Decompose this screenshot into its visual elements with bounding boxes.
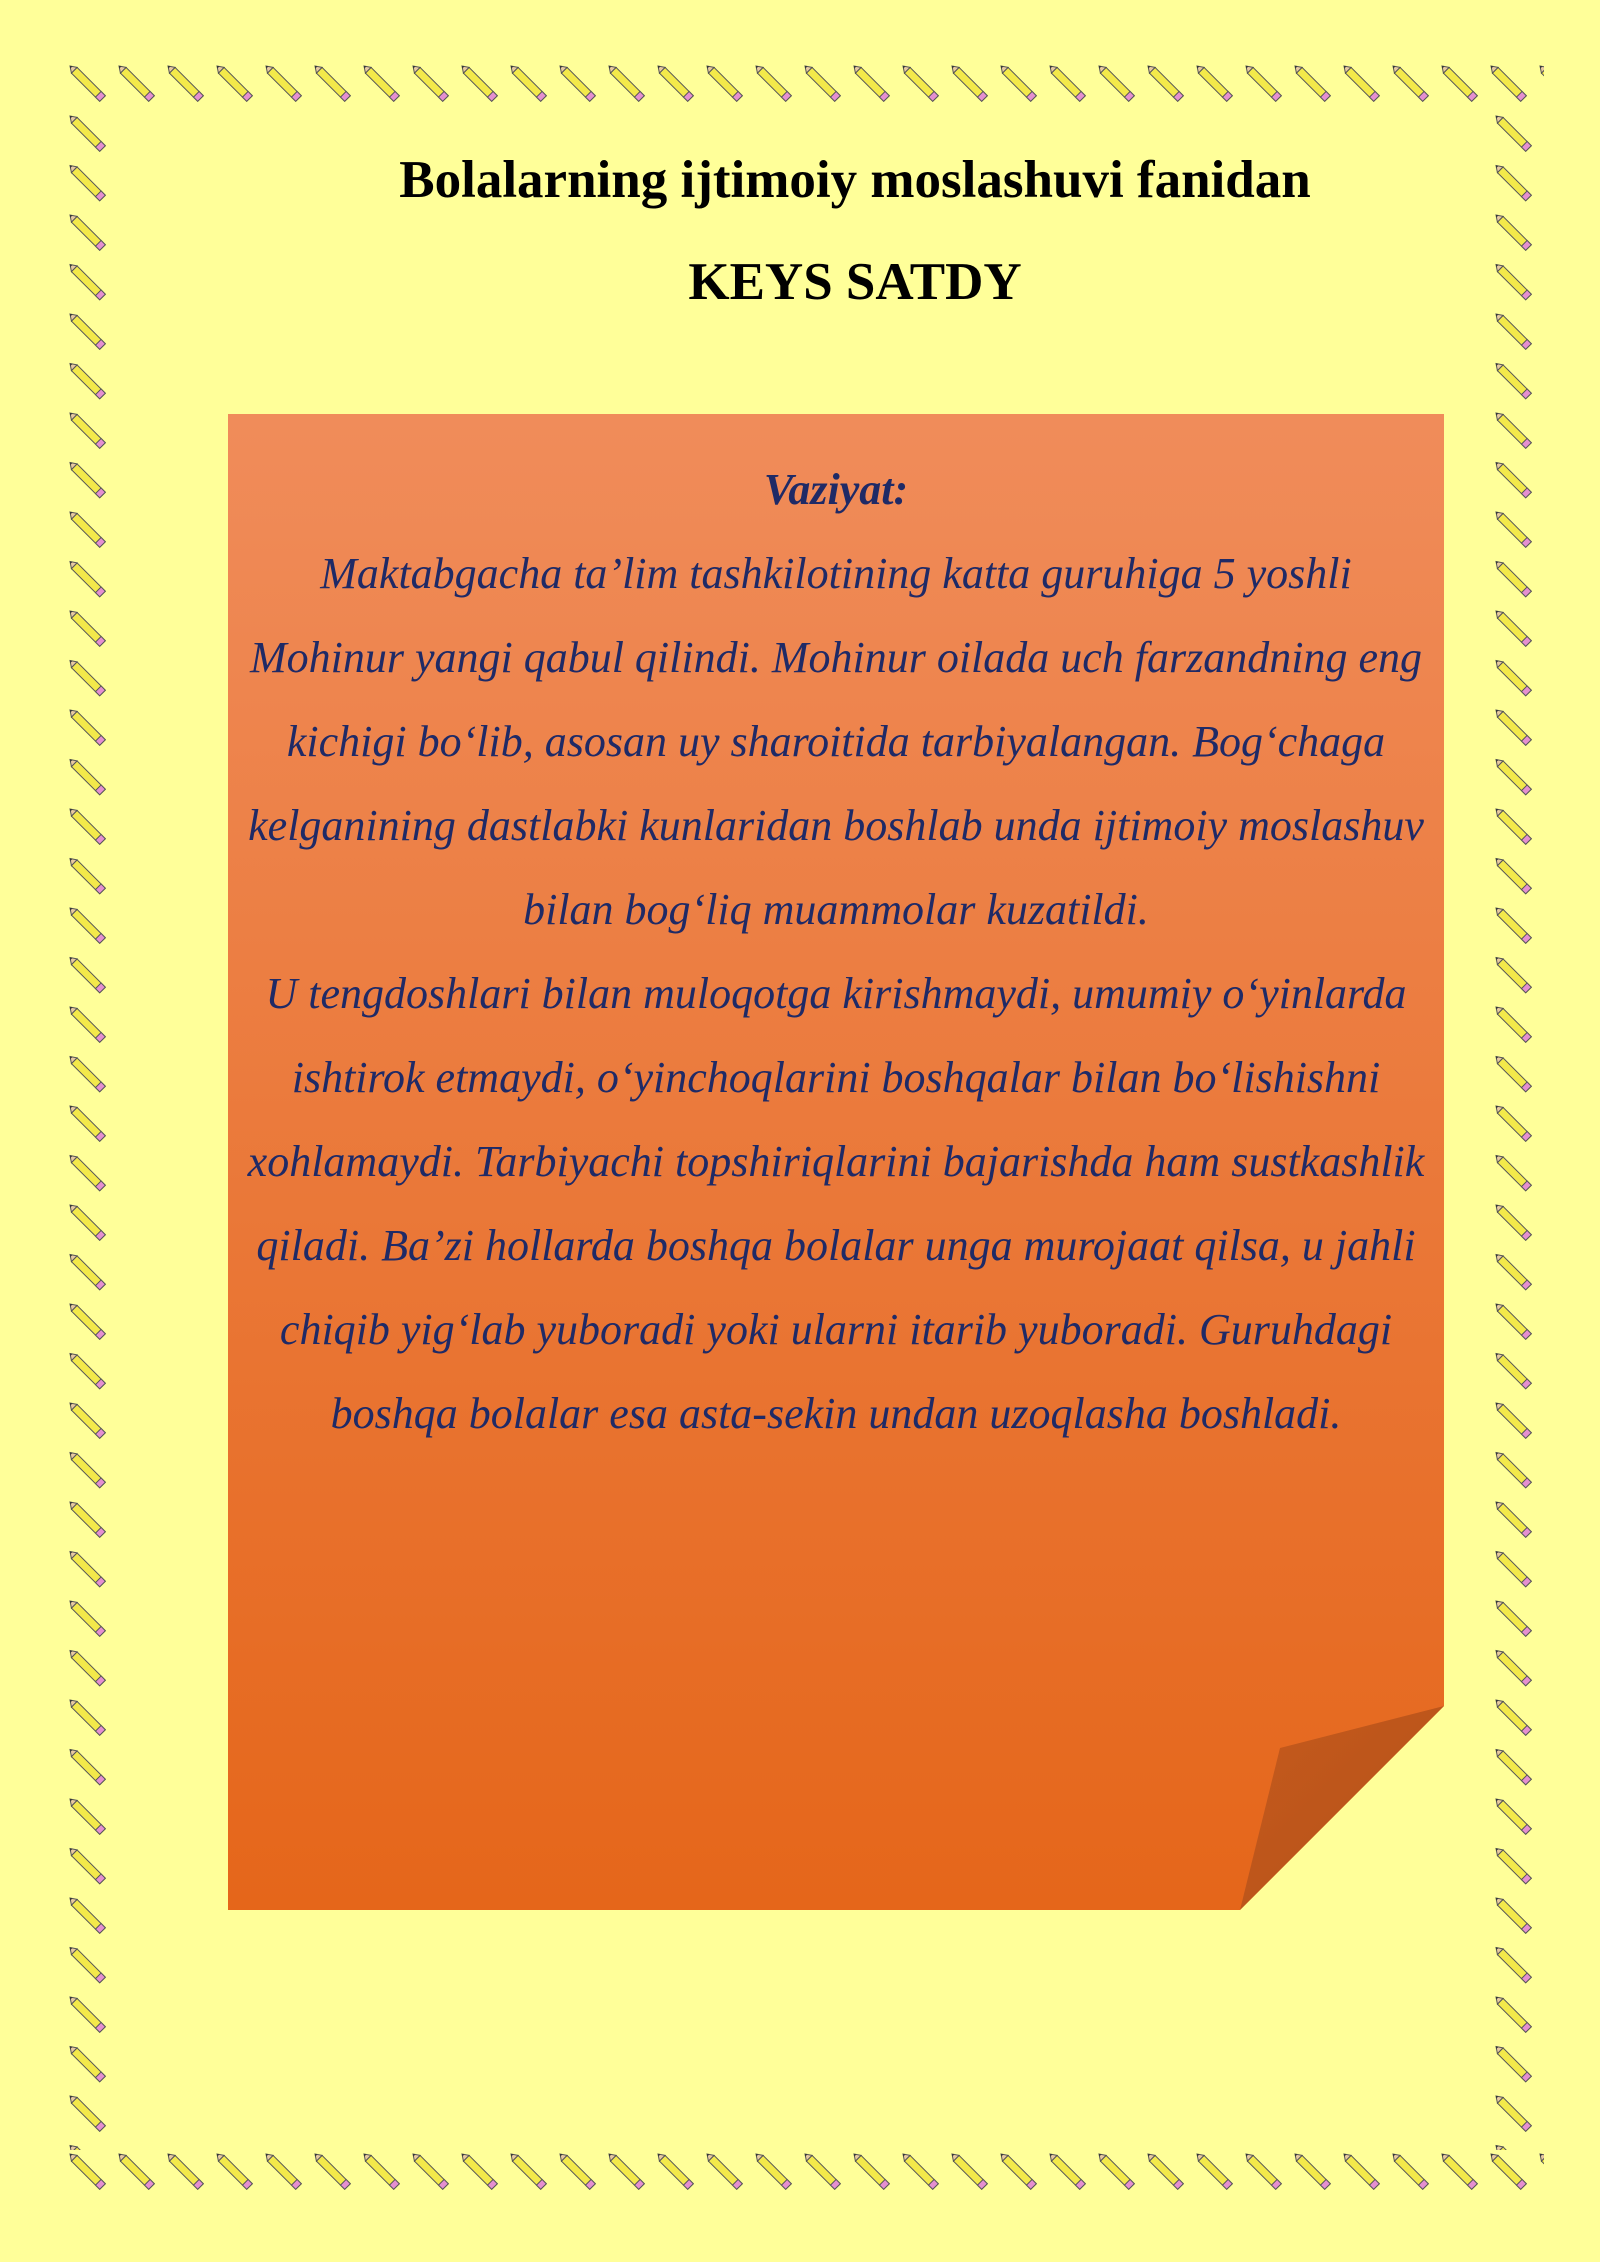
note-content <box>238 448 1434 1456</box>
note-paragraph-1: Maktabgacha ta’lim tashkilotining katta guruhiga 5 yoshli Mohinur yangi qabul qilindi. Mohinur oilada uch farzandning eng kichigi bo‘lib, asosan uy sharoitida tarbiyalangan. Bog‘chaga kelganining dastlabki kunlaridan boshlab unda ijtimoiy moslashuv bilan bog‘liq muammolar kuzatildi. <box>248 549 1424 934</box>
pencil-icon <box>1490 110 1542 2150</box>
pencil-border-top <box>64 60 1544 120</box>
pencil-border-bottom <box>64 2148 1544 2208</box>
pencil-icon <box>64 110 116 2150</box>
case-note <box>228 414 1444 1910</box>
pencil-border-left <box>64 110 116 2150</box>
page-title: Bolalarning ijtimoiy moslashuvi fanidan <box>399 151 1311 209</box>
pencil-icon <box>64 60 1544 120</box>
page-subtitle: KEYS SATDY <box>688 253 1022 311</box>
header <box>240 150 1470 312</box>
note-heading: Vaziyat: <box>763 465 909 514</box>
pencil-border-right <box>1490 110 1542 2150</box>
note-paragraph-2: U tengdoshlari bilan muloqotga kirishmaydi, umumiy o‘yinlarda ishtirok etmaydi, o‘yinchoqlarini boshqalar bilan bo‘lishishni xohlamaydi. Tarbiyachi topshiriqlarini bajarishda ham sustkashlik qiladi. Ba’zi hollarda boshqa bolalar unga murojaat qilsa, u jahli chiqib yig‘lab yuboradi yoki ularni itarib yuboradi. Guruhdagi boshqa bolalar esa asta-sekin undan uzoqlasha boshladi. <box>247 969 1425 1438</box>
pencil-icon <box>64 2148 1544 2208</box>
